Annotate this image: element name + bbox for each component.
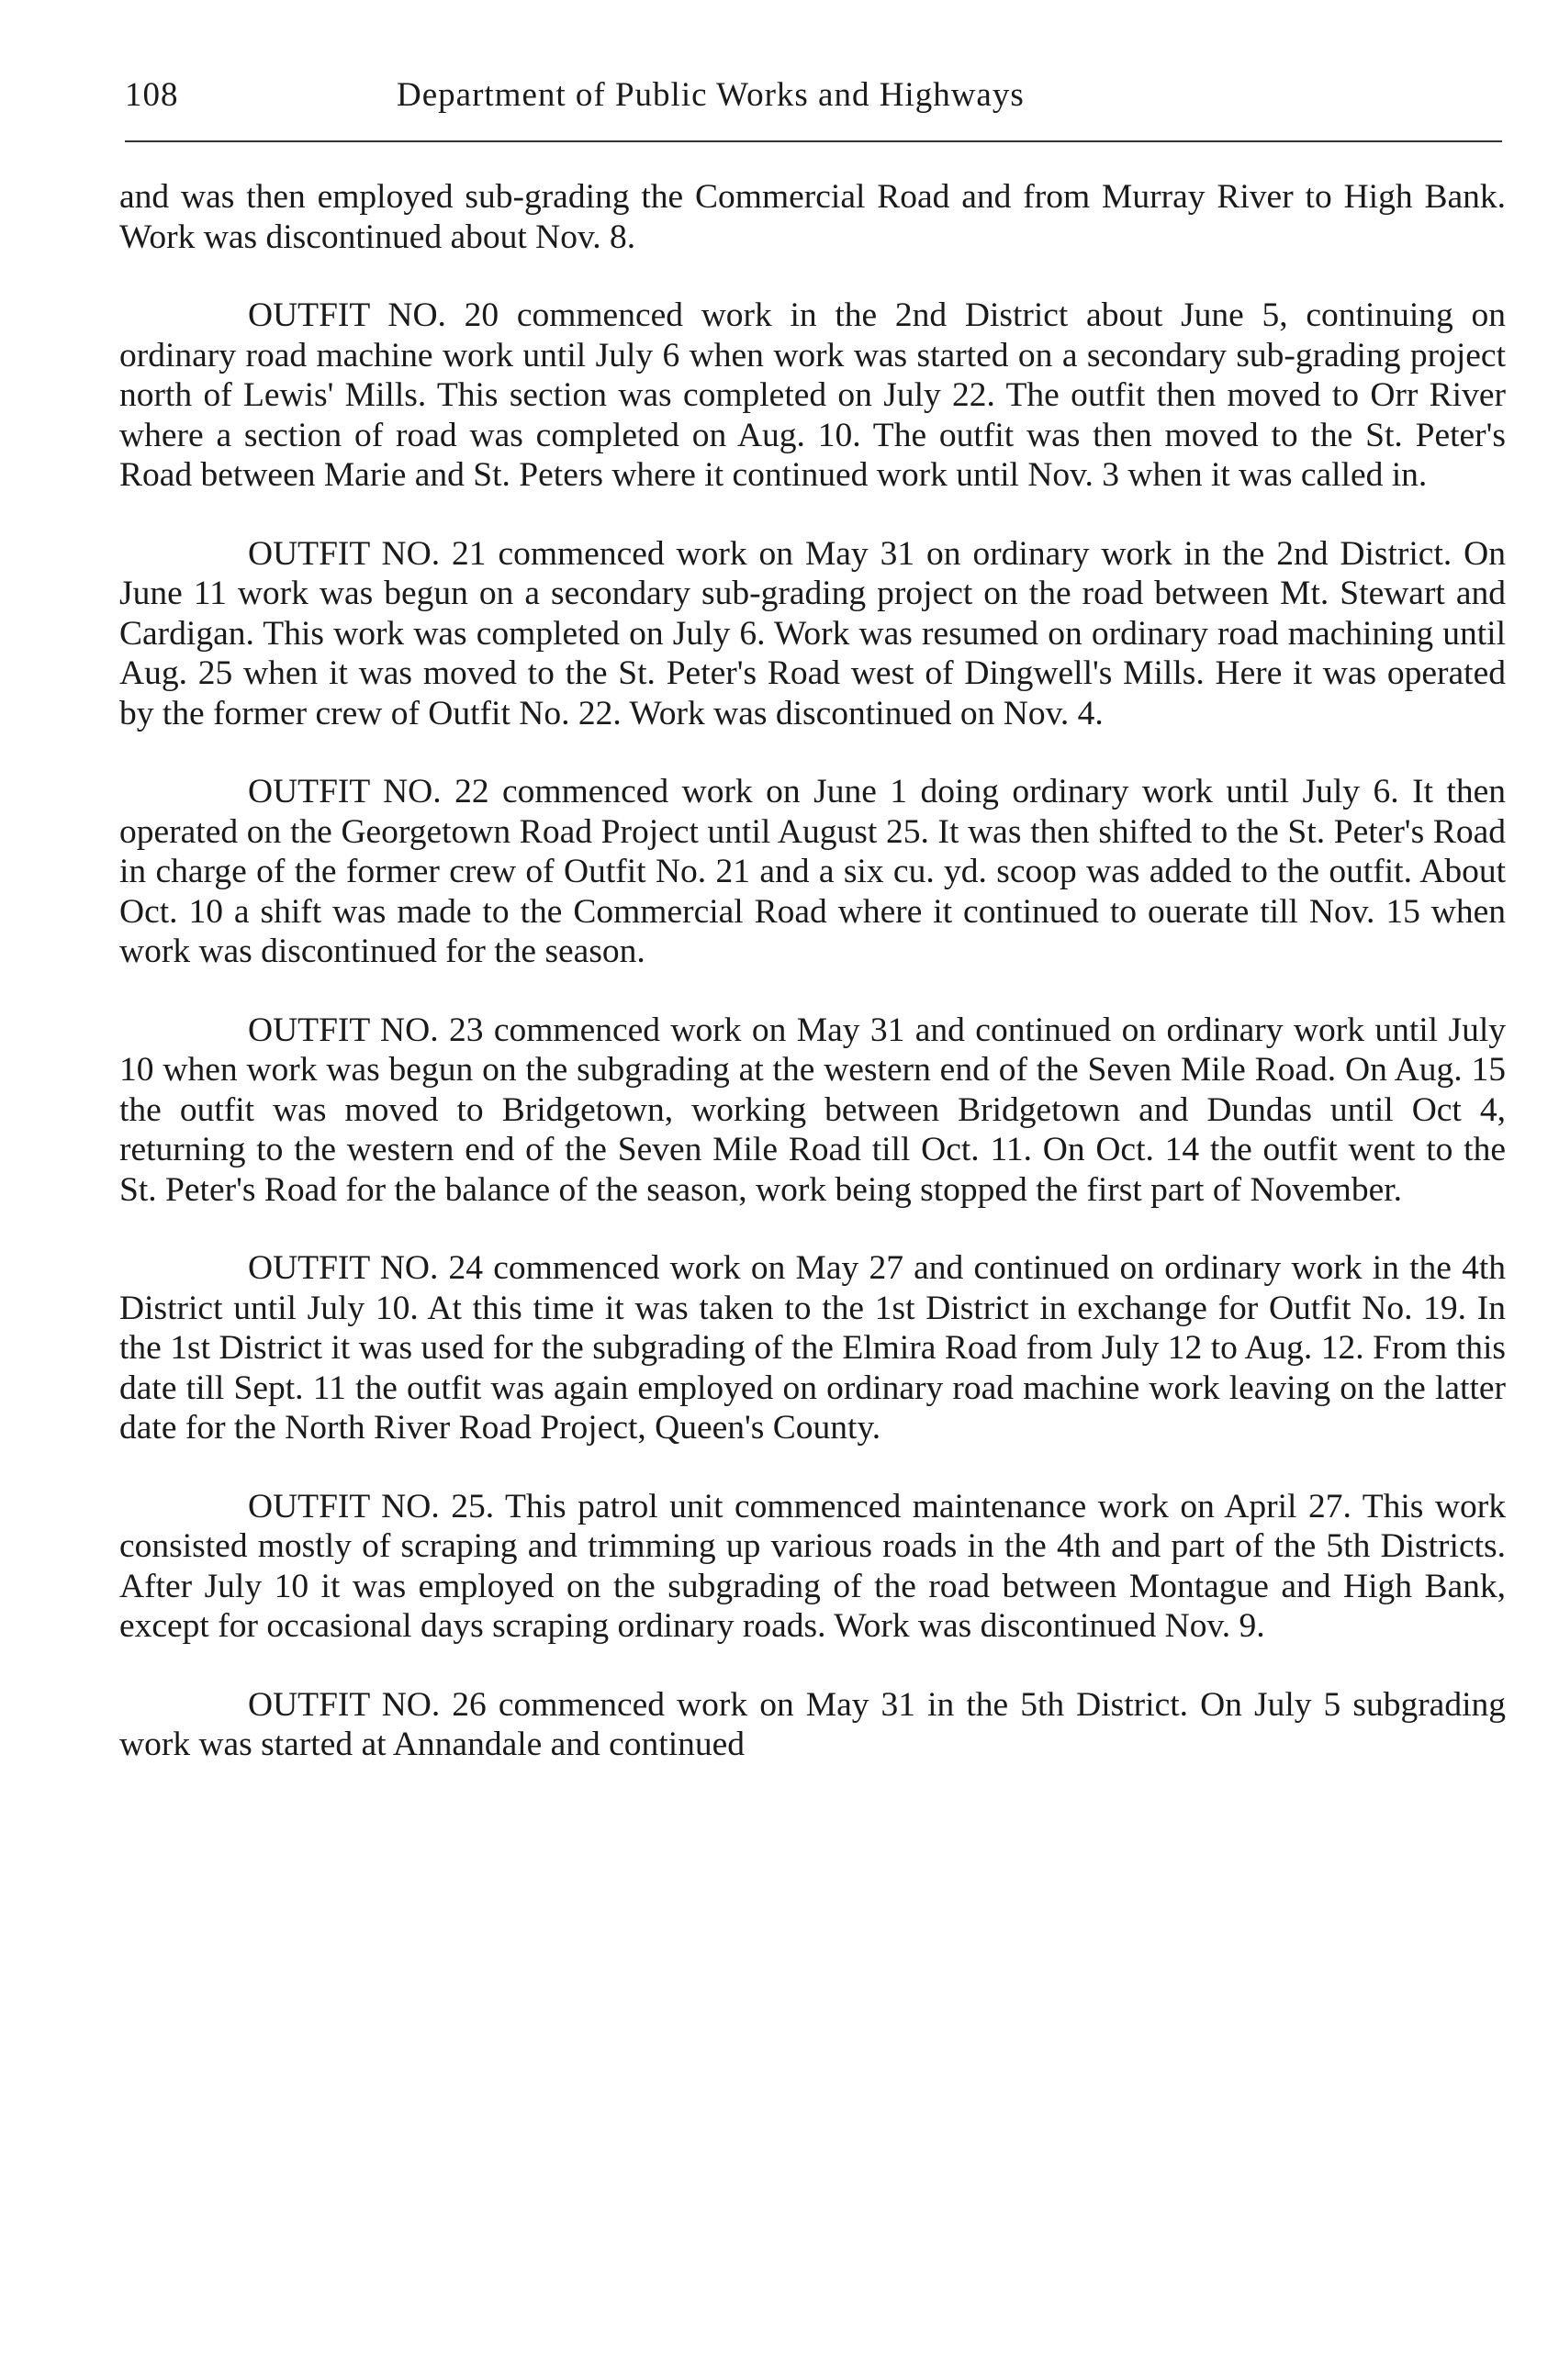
page-number: 108 (125, 76, 179, 114)
body-text (119, 177, 1506, 1765)
paragraph-continuation: and was then employed sub-grading the Commercial Road and from Murray River to High Bank. Work was discontinued about Nov. 8. (119, 178, 1506, 256)
paragraph-outfit-25: OUTFIT NO. 25. This patrol unit commenced maintenance work on April 27. This work consisted mostly of scraping and trimming up various roads in the 4th and part of the 5th Districts. After July 10 it was employed on the subgrading of the road between Montague and High Bank, except for occasional days scraping ordinary roads. Work was discontinued Nov. 9. (119, 1487, 1506, 1645)
header-rule (125, 140, 1502, 142)
paragraph-outfit-20: OUTFIT NO. 20 commenced work in the 2nd District about June 5, continuing on ordinary road machine work until July 6 when work was started on a secondary sub-grading project north of Lewis' Mills. This section was completed on July 22. The outfit then moved to Orr River where a section of road was completed on Aug. 10. The outfit was then moved to the St. Peter's Road between Marie and St. Peters where it continued work until Nov. 3 when it was called in. (119, 296, 1506, 494)
paragraph-outfit-22: OUTFIT NO. 22 commenced work on June 1 doing ordinary work until July 6. It then operated on the Georgetown Road Project until August 25. It was then shifted to the St. Peter's Road in charge of the former crew of Outfit No. 21 and a six cu. yd. scoop was added to the outfit. About Oct. 10 a shift was made to the Commercial Road where it continued to ouerate till Nov. 15 when work was discontinued for the season. (119, 773, 1506, 970)
paragraph-outfit-23: OUTFIT NO. 23 commenced work on May 31 and continued on ordinary work until July 10 when work was begun on the subgrading at the western end of the Seven Mile Road. On Aug. 15 the outfit was moved to Bridgetown, working between Bridgetown and Dundas until Oct 4, returning to the western end of the Seven Mile Road till Oct. 11. On Oct. 14 the outfit went to the St. Peter's Road for the balance of the season, work being stopped the first part of November. (119, 1011, 1506, 1209)
paragraph-outfit-24: OUTFIT NO. 24 commenced work on May 27 and continued on ordinary work in the 4th District until July 10. At this time it was taken to the 1st District in exchange for Outfit No. 19. In the 1st District it was used for the subgrading of the Elmira Road from July 12 to Aug. 12. From this date till Sept. 11 the outfit was again employed on ordinary road machine work leaving on the latter date for the North River Road Project, Queen's County. (119, 1249, 1506, 1447)
paragraph-outfit-21: OUTFIT NO. 21 commenced work on May 31 on ordinary work in the 2nd District. On June 11 work was begun on a secondary sub-grading project on the road between Mt. Stewart and Cardigan. This work was completed on July 6. Work was resumed on ordinary road machining until Aug. 25 when it was moved to the St. Peter's Road west of Dingwell's Mills. Here it was operated by the former crew of Outfit No. 22. Work was discontinued on Nov. 4. (119, 534, 1506, 732)
paragraph-outfit-26: OUTFIT NO. 26 commenced work on May 31 in the 5th District. On July 5 subgrading work was started at Annandale and continued (119, 1685, 1506, 1763)
page-header (125, 75, 1502, 130)
running-head: Department of Public Works and Highways (397, 76, 1025, 114)
